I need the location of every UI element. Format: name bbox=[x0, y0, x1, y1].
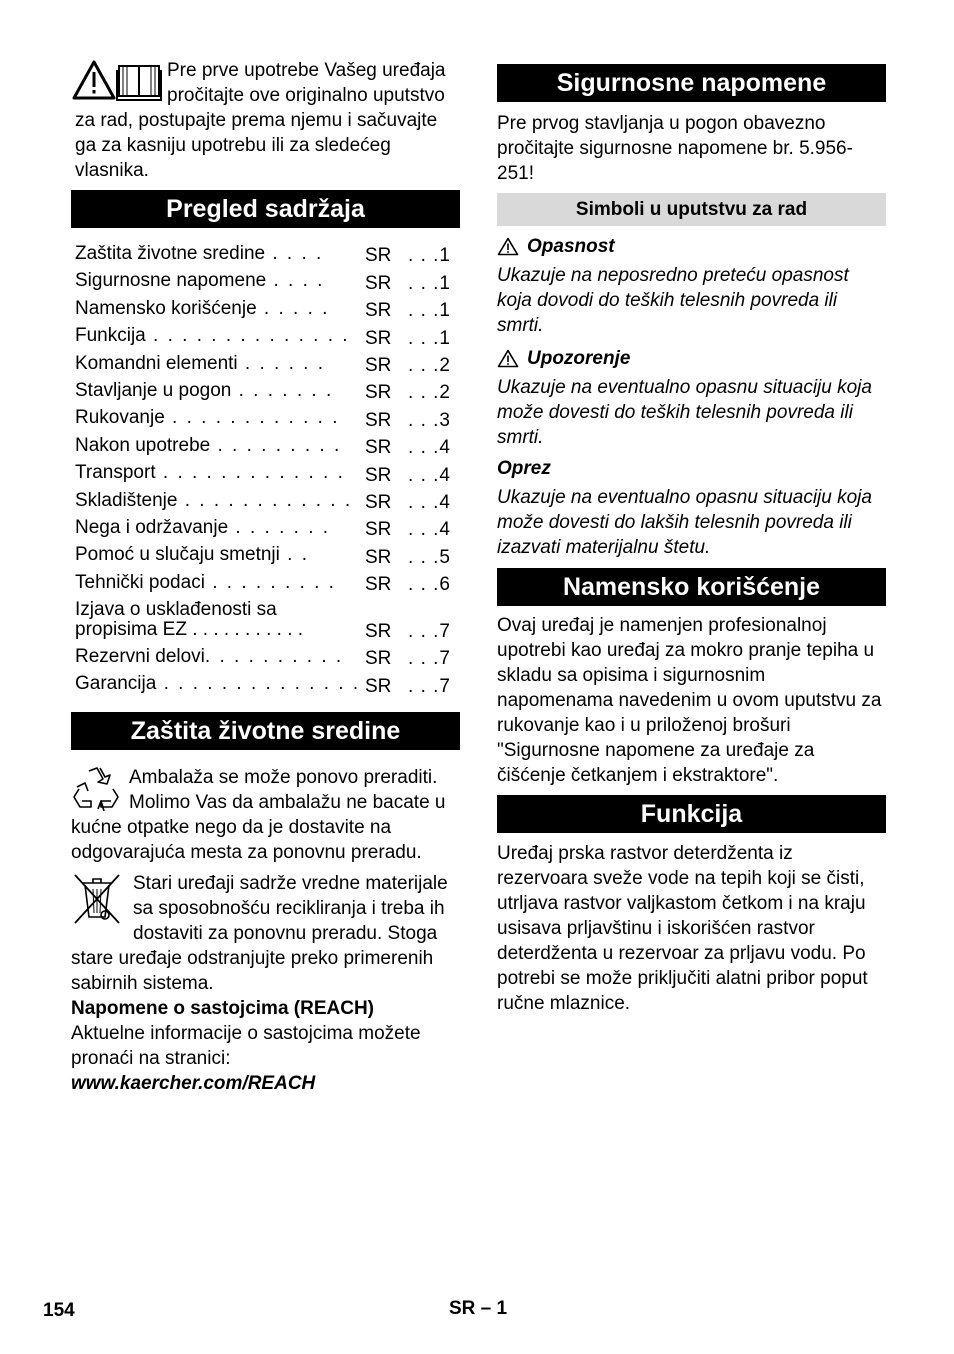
warning-triangle-icon bbox=[74, 62, 114, 98]
toc-entry bbox=[75, 489, 353, 511]
toc-language: SR bbox=[365, 621, 392, 643]
toc-page-number: . . .1 bbox=[408, 245, 451, 267]
toc-page-number: . . .1 bbox=[408, 272, 451, 294]
toc-language: SR bbox=[365, 491, 392, 513]
toc-entry bbox=[75, 571, 336, 593]
warning-text: Ukazuje na eventualno opasnu situaciju koja može dovesti do teških telesnih povreda ili smrti. bbox=[497, 377, 872, 448]
safety-text: Pre prvog stavljanja u pogon obavezno pročitajte sigurnosne napomene br. 5.956-251! bbox=[497, 113, 853, 184]
toc-title: Skladištenje bbox=[75, 489, 178, 511]
toc-row[interactable] bbox=[71, 381, 460, 408]
toc-title: Stavljanje u pogon bbox=[75, 379, 232, 401]
toc-title: Rezervni delovi bbox=[75, 646, 205, 668]
toc-entry bbox=[75, 299, 331, 319]
toc-row[interactable] bbox=[71, 436, 460, 463]
danger-text: Ukazuje na neposredno preteću opasnost koja dovodi do teških telesnih povreda ili smrti. bbox=[497, 265, 849, 336]
toc-entry bbox=[75, 407, 340, 429]
toc-dot-leader: . . . . bbox=[265, 243, 324, 264]
toc-row[interactable] bbox=[71, 326, 460, 353]
toc-page-number: . . .7 bbox=[408, 675, 451, 697]
toc-language: SR bbox=[365, 327, 392, 349]
toc-title: Komandni elementi bbox=[75, 352, 238, 374]
toc-row[interactable] bbox=[71, 600, 460, 647]
intended-use-text: Ovaj uređaj je namenjen profesionalnoj upotrebi kao uređaj za mokro pranje tepiha u skladu sa opisima i sigurnosnim napomenama navedenim u ovom uputstvu za rukovanje kao i u priloženoj brošuri "Sigurnosne napomene za uređaje za čišćenje četkanjem i ekstraktore". bbox=[497, 615, 882, 786]
toc-dot-leader: . . . . . . . . . . bbox=[204, 646, 344, 668]
toc-entry bbox=[75, 646, 344, 668]
danger-label: Opasnost bbox=[527, 236, 615, 257]
crossed-bin-icon bbox=[71, 871, 123, 927]
function-text: Uređaj prska rastvor deterdženta iz rezervoara sveže vode na tepih koji se čisti, utrljava rastvor valjkastom četkom i na kraju usisava prljavštinu i iskorišćen rastvor deterdženta u rezervoar za prljavu vodu. Po potrebi se može priključiti alatni pribor poput ručne mlaznice. bbox=[497, 843, 868, 1014]
left-column bbox=[71, 58, 460, 1096]
toc-page-number: . . .1 bbox=[408, 327, 451, 349]
toc-dot-leader: . . . . . . . bbox=[231, 379, 334, 401]
toc-entry bbox=[75, 271, 331, 291]
toc-entry bbox=[75, 545, 331, 565]
toc-dot-leader: . . . . . bbox=[256, 297, 330, 319]
toc-dot-leader: . . . . . . . . . . . . . . bbox=[145, 325, 350, 347]
safety-heading: Sigurnosne napomene bbox=[497, 64, 886, 102]
toc-title: Nakon upotrebe bbox=[75, 434, 211, 456]
toc-dot-leader: . . . . . . . . . . . bbox=[186, 619, 304, 641]
toc-row[interactable] bbox=[71, 463, 460, 490]
toc-dot-leader: . . . . . . bbox=[237, 352, 326, 374]
toc-dot-leader: . . . . . . . bbox=[228, 516, 331, 538]
intended-use-heading: Namensko korišćenje bbox=[497, 568, 886, 606]
toc-row[interactable] bbox=[71, 674, 460, 701]
toc-language: SR bbox=[365, 245, 392, 267]
toc-row[interactable] bbox=[71, 573, 460, 600]
warning-label: Upozorenje bbox=[527, 348, 631, 369]
toc-dot-leader: . . . . . . . . . bbox=[204, 571, 336, 593]
warning-triangle-icon bbox=[497, 237, 519, 256]
toc-row[interactable] bbox=[71, 408, 460, 435]
intro-block bbox=[71, 58, 460, 183]
toc-row[interactable] bbox=[71, 299, 460, 326]
toc-page-number: . . .1 bbox=[408, 300, 451, 322]
toc-language: SR bbox=[365, 675, 392, 697]
intro-text-first: Pre prve upotrebe Vašeg uređaja pročitajte ove originalno bbox=[167, 60, 446, 106]
caution-text: Ukazuje na eventualno opasnu situaciju koja može dovesti do lakših telesnih povreda ili izazvati materijalnu štetu. bbox=[497, 487, 872, 558]
toc-dot-leader: . . . . . . . . . . . . bbox=[177, 489, 353, 511]
table-of-contents bbox=[71, 244, 460, 702]
toc-language: SR bbox=[365, 437, 392, 459]
danger-label-row bbox=[497, 234, 886, 259]
toc-page-number: . . .3 bbox=[408, 409, 451, 431]
toc-page-number: . . .6 bbox=[408, 574, 451, 596]
toc-title: Sigurnosne napomene bbox=[75, 270, 267, 292]
toc-row[interactable] bbox=[71, 354, 460, 381]
intro-text-rest: uputstvo za rad, postupajte prema njemu i sačuvajte ga za kasniju upotrebu ili za sledećeg vlasnika. bbox=[75, 85, 445, 181]
warning-label-row bbox=[497, 346, 886, 371]
toc-language: SR bbox=[365, 354, 392, 376]
toc-language: SR bbox=[365, 382, 392, 404]
toc-language: SR bbox=[365, 519, 392, 541]
function-heading: Funkcija bbox=[497, 795, 886, 833]
toc-entry bbox=[75, 518, 331, 538]
toc-entry bbox=[75, 462, 345, 484]
section-code: SR – 1 bbox=[449, 1298, 508, 1319]
toc-entry bbox=[75, 244, 331, 264]
reach-link[interactable]: www.kaercher.com/REACH bbox=[71, 1072, 316, 1094]
toc-row[interactable] bbox=[71, 271, 460, 298]
toc-title: Garancija bbox=[75, 673, 157, 695]
toc-title: Rukovanje bbox=[75, 407, 165, 429]
toc-dot-leader: . . . . bbox=[266, 270, 325, 292]
toc-page-number: . . .4 bbox=[408, 464, 451, 486]
toc-page-number: . . .2 bbox=[408, 382, 451, 404]
toc-title: Funkcija bbox=[75, 325, 146, 347]
toc-entry bbox=[75, 325, 350, 347]
open-manual-icon bbox=[117, 66, 161, 100]
toc-language: SR bbox=[365, 409, 392, 431]
old-devices-block bbox=[71, 871, 460, 996]
toc-language: SR bbox=[365, 272, 392, 294]
toc-page-number: . . .4 bbox=[408, 519, 451, 541]
toc-title: Transport bbox=[75, 462, 156, 484]
caution-label: Oprez bbox=[497, 458, 551, 479]
toc-page-number: . . .4 bbox=[408, 491, 451, 513]
intro-icons bbox=[71, 58, 163, 104]
toc-title: Tehnički podaci bbox=[75, 571, 205, 593]
toc-entry bbox=[75, 379, 334, 401]
reach-heading: Napomene o sastojcima (REACH) bbox=[71, 997, 375, 1019]
toc-dot-leader: . . bbox=[279, 544, 309, 566]
symbols-heading: Simboli u uputstvu za rad bbox=[497, 193, 886, 226]
reach-text: Aktuelne informacije o sastojcima možete pronaći na stranici: bbox=[71, 1022, 421, 1069]
toc-dot-leader: . . . . . . . . . . . . . . bbox=[156, 673, 361, 695]
toc-title: Namensko korišćenje bbox=[75, 297, 257, 319]
toc-title: Nega i održavanje bbox=[75, 516, 229, 538]
toc-language: SR bbox=[365, 574, 392, 596]
toc-language: SR bbox=[365, 546, 392, 568]
toc-row[interactable] bbox=[71, 518, 460, 545]
toc-entry-line2 bbox=[75, 620, 331, 640]
packaging-text: Ambalaža se može ponovo preraditi. Molimo Vas da ambalažu ne bacate u kućne otpatke nego da je dostavite na odgovarajuća mesta za ponovnu preradu. bbox=[71, 766, 446, 863]
toc-title: Pomoć u slučaju smetnji bbox=[75, 544, 280, 566]
warning-triangle-icon bbox=[497, 349, 519, 368]
toc-page-number: . . .5 bbox=[408, 546, 451, 568]
toc-row[interactable] bbox=[71, 545, 460, 572]
toc-entry bbox=[75, 434, 342, 456]
toc-title: Izjava o usklađenosti sa bbox=[75, 599, 277, 621]
right-column bbox=[497, 64, 886, 1016]
toc-dot-leader: . . . . . . . . . bbox=[210, 434, 342, 456]
toc-dot-leader: . . . . . . . . . . . . bbox=[164, 407, 340, 429]
toc-page-number: . . .7 bbox=[408, 648, 451, 670]
toc-entry bbox=[75, 354, 331, 374]
page-number: 154 bbox=[43, 1300, 75, 1321]
toc-page-number: . . .7 bbox=[408, 621, 451, 643]
toc-page-number: . . .2 bbox=[408, 354, 451, 376]
toc-heading: Pregled sadržaja bbox=[71, 190, 460, 228]
packaging-block bbox=[71, 765, 460, 865]
toc-title: Zaštita životne sredine bbox=[75, 243, 266, 264]
toc-title-line2: propisima EZ bbox=[75, 619, 187, 641]
toc-row[interactable] bbox=[71, 647, 460, 674]
toc-row[interactable] bbox=[71, 491, 460, 518]
toc-language: SR bbox=[365, 648, 392, 670]
toc-page-number: . . .4 bbox=[408, 437, 451, 459]
old-devices-text: Stari uređaji sadrže vredne materijale sa sposobnošću recikliranja i treba ih dostaviti za ponovnu preradu. Stoga stare uređaje odstranjujte preko primerenih sabirnih sistema. bbox=[71, 872, 448, 994]
toc-row[interactable] bbox=[71, 244, 460, 271]
recycling-icon bbox=[71, 765, 121, 813]
toc-language: SR bbox=[365, 464, 392, 486]
environment-heading: Zaštita životne sredine bbox=[71, 712, 460, 750]
toc-language: SR bbox=[365, 300, 392, 322]
toc-dot-leader: . . . . . . . . . . . . . bbox=[155, 462, 345, 484]
toc-entry bbox=[75, 673, 361, 695]
